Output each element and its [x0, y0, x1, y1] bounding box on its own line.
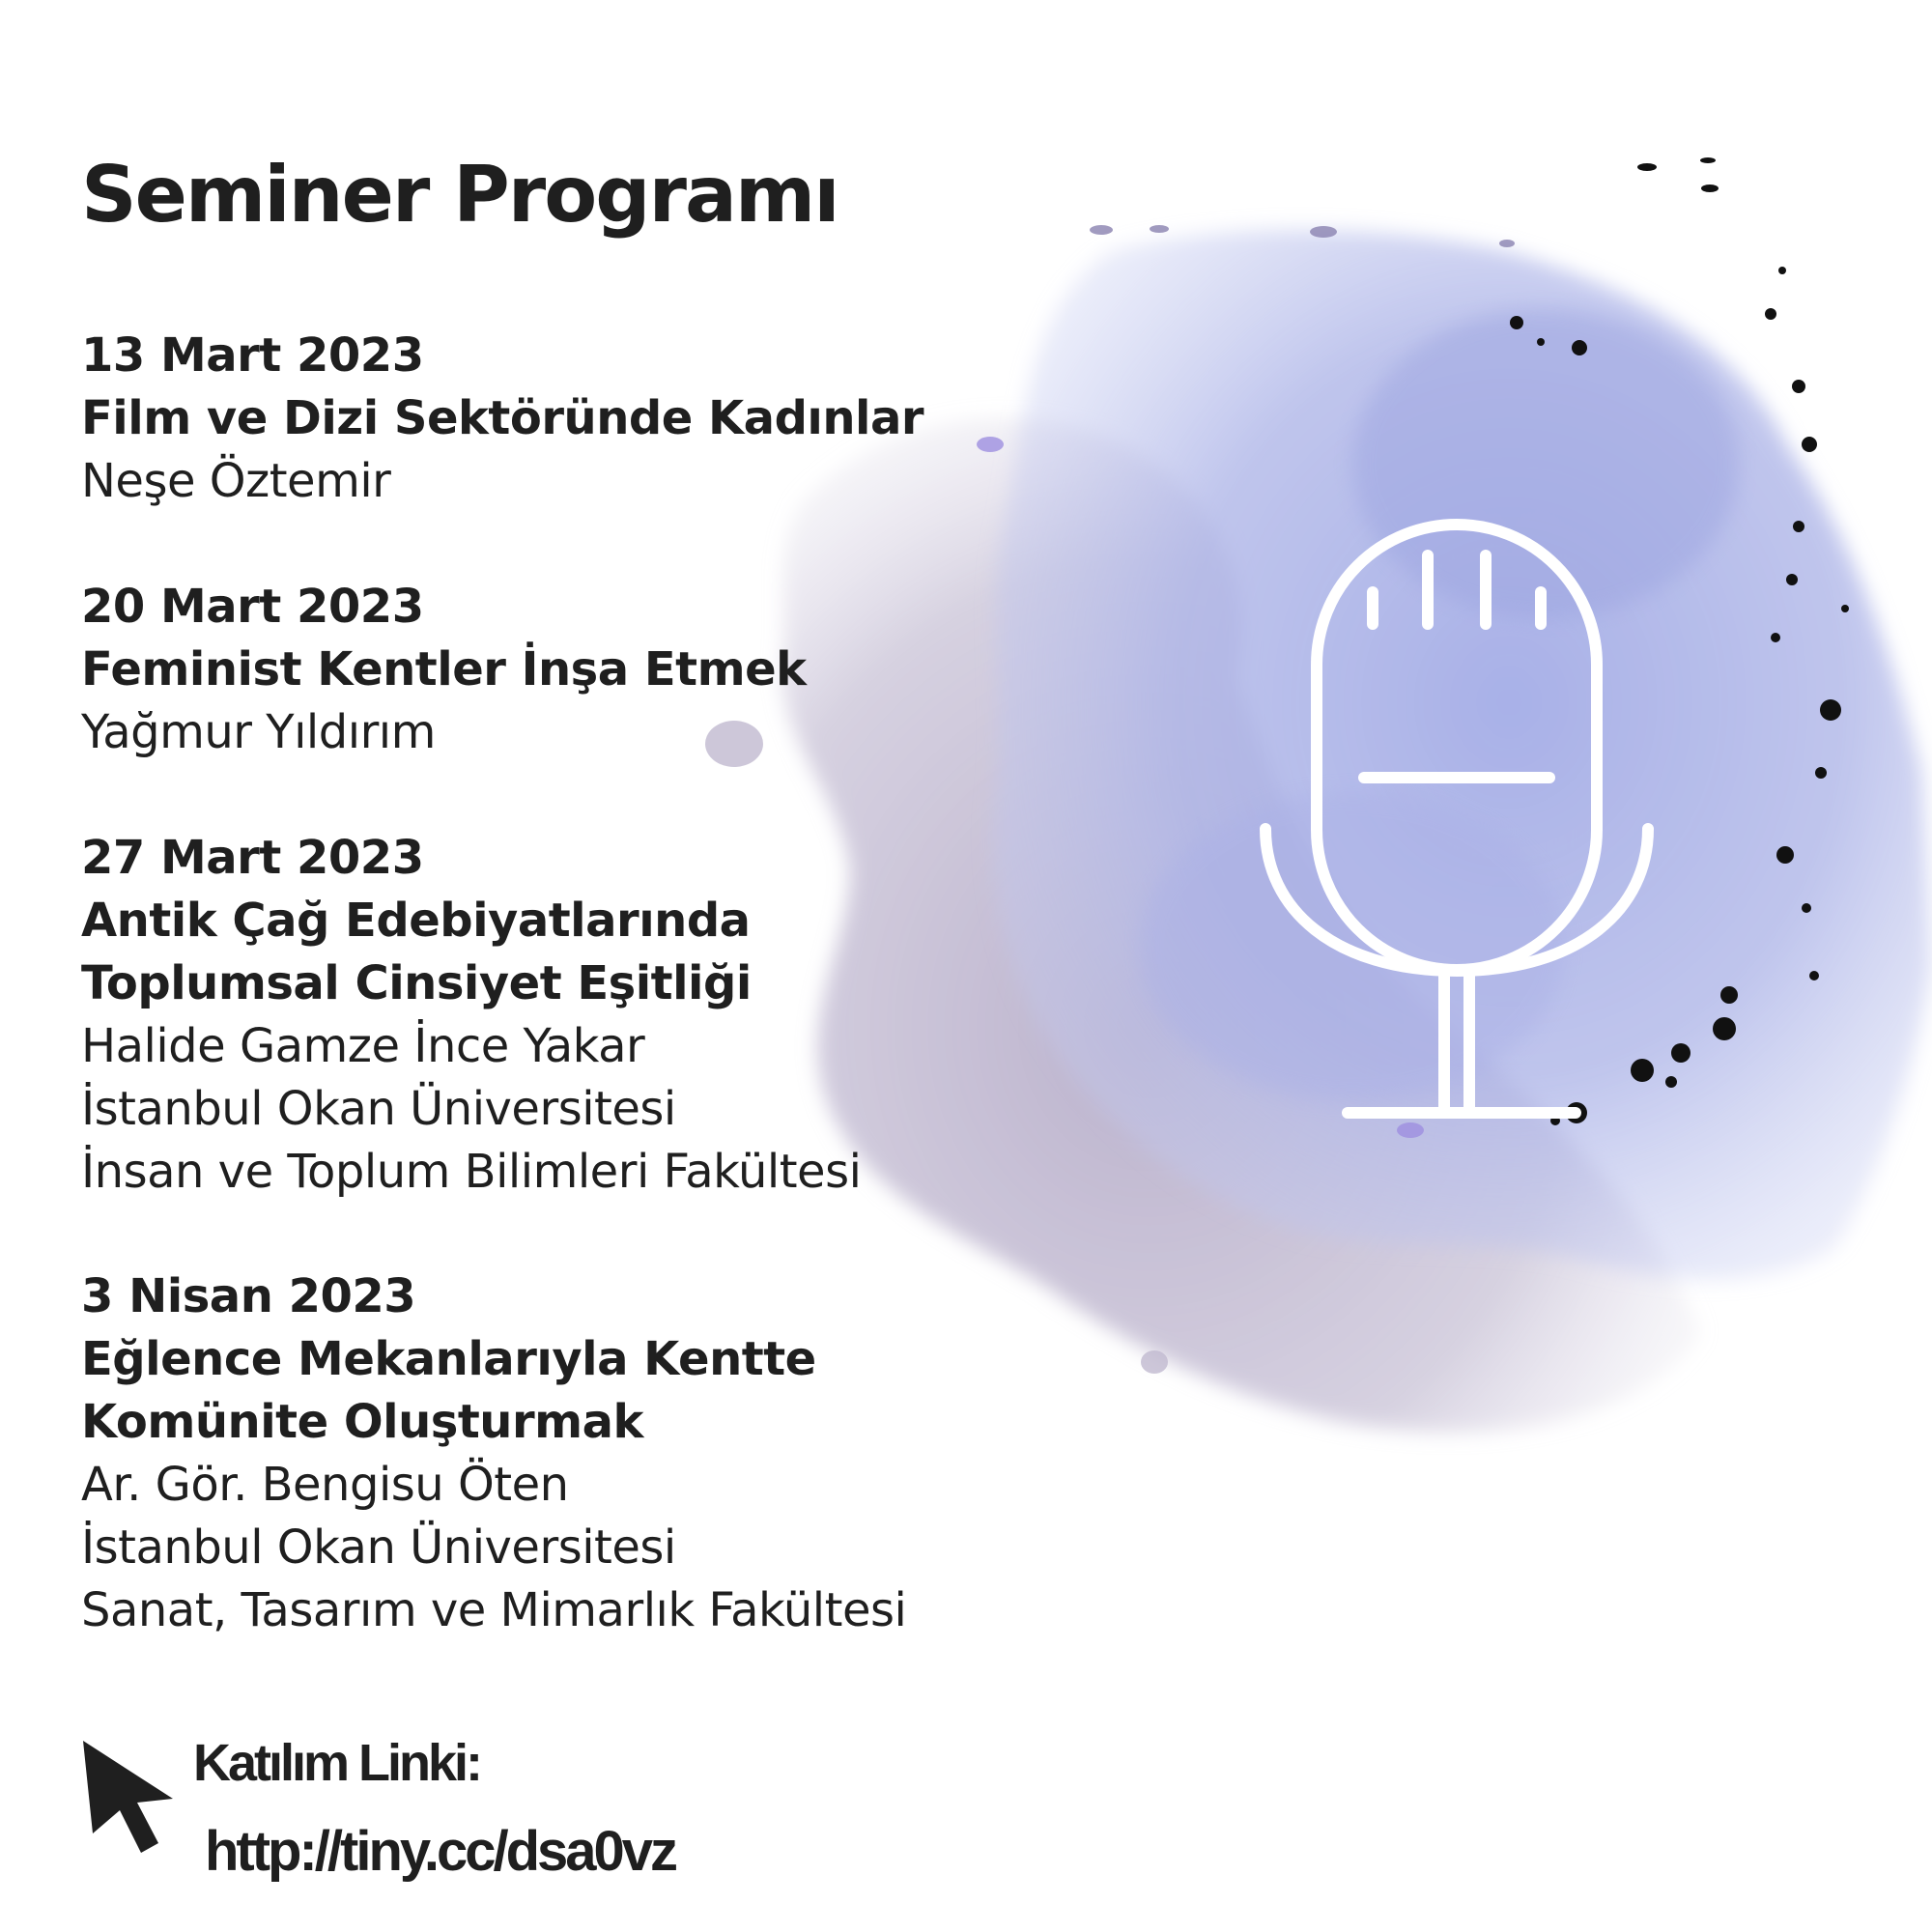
- event-date: 20 Mart 2023: [81, 580, 424, 634]
- event-date: 3 Nisan 2023: [81, 1269, 416, 1323]
- page-title: Seminer Programı: [81, 150, 838, 240]
- link-label: Katılım Linki:: [193, 1734, 481, 1792]
- seminar-event: [81, 325, 923, 513]
- participation-link: [193, 1729, 675, 1886]
- blue-wash-glow: [1352, 309, 1739, 618]
- event-date: 13 Mart 2023: [81, 328, 424, 383]
- event-speaker: Ar. Gör. Bengisu Öten: [81, 1458, 569, 1512]
- seminar-event: [81, 827, 861, 1204]
- event-topic: Toplumsal Cinsiyet Eşitliği: [81, 956, 752, 1010]
- event-affiliation: İnsan ve Toplum Bilimleri Fakültesi: [81, 1145, 862, 1199]
- link-url[interactable]: http://tiny.cc/dsa0vz: [205, 1820, 676, 1883]
- event-affiliation: Sanat, Tasarım ve Mimarlık Fakültesi: [81, 1583, 907, 1637]
- event-affiliation: İstanbul Okan Üniversitesi: [81, 1082, 676, 1136]
- event-affiliation: İstanbul Okan Üniversitesi: [81, 1520, 676, 1575]
- event-topic: Komünite Oluşturmak: [81, 1395, 643, 1449]
- event-topic: Film ve Dizi Sektöründe Kadınlar: [81, 391, 924, 445]
- cursor-arrow-icon: [81, 1739, 178, 1855]
- event-speaker: Yağmur Yıldırım: [81, 705, 436, 759]
- event-topic: Feminist Kentler İnşa Etmek: [81, 642, 807, 696]
- event-topic: Eğlence Mekanlarıyla Kentte: [81, 1332, 816, 1386]
- event-date: 27 Mart 2023: [81, 831, 424, 885]
- seminar-event: [81, 1265, 906, 1642]
- mauve-blot: [1141, 1350, 1168, 1374]
- event-speaker: Neşe Öztemir: [81, 454, 391, 508]
- event-topic: Antik Çağ Edebiyatlarında: [81, 894, 751, 948]
- event-speaker: Halide Gamze İnce Yakar: [81, 1019, 645, 1073]
- seminar-event: [81, 576, 807, 764]
